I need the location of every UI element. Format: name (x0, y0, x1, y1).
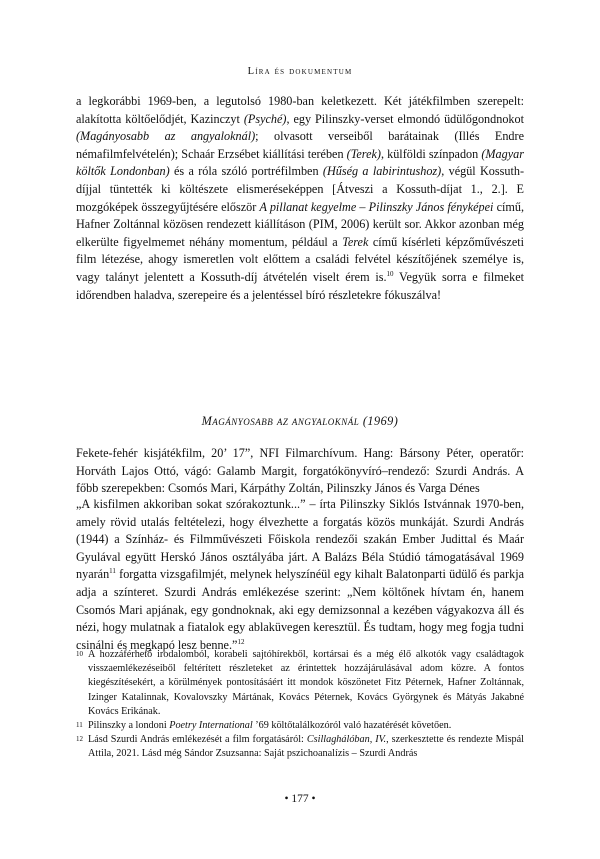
footnote-text (88, 733, 524, 761)
text-run: forgatta vizsgafilmjét, melynek helyszínéül egy kihalt Balatonparti üdülő és parkja adja a színteret. Szurdi András emlékezése szerint: „Nem költőnek hívtam én, hanem Csomós Mari apjának, egy gondnoknak, aki egy demizsonnal a kezében vágyakozva áll és nézi, hogy mulatnak a fiatalok egy ablaküvegen keresztül. És tudtam, hogy meg fogja tudni csinálni és megkapó lesz benne.” (76, 567, 524, 652)
text-run: „A kisfilmen akkoriban sokat szórakoztunk...” – írta Pilinszky Siklós Istvánnak 1970-ben, amely rövid utalás feltételezi, hogy élvezhette a forgatás közös munkáját. Szurdi András (1944) a Színház- és Filmművészeti Főiskola rendezői szakán Ember Judittal és Maár Gyulával együtt Herskó János osztályába járt. A Balázs Béla Stúdió támogatásával 1969 nyarán (76, 497, 524, 582)
text-run: , szerkesztette és rendezte Mispál Attila, 2021. Lásd még Sándor Zsuzsanna: Saját pszichoanalízis – Szurdi András (88, 734, 524, 760)
footnote-text (88, 719, 524, 733)
text-run: ’69 költőtalálkozóról való hazatérését követően. (252, 720, 452, 732)
film-credits (76, 445, 524, 498)
running-head: Líra és dokumentum (247, 66, 353, 77)
intro-paragraph (76, 93, 524, 304)
footnote (76, 733, 524, 761)
text-run: A hozzáférhető irodalomból, korabeli sajtóhírekből, kortársai és a még élő alkotók vagy családtagok visszaemlékezéseiből feltérített részleteket az érintettek hozzájárulásával adom közre. A fontos kiegészítésekért, a körülmények pontosításáért itt mondok köszönetet Fitz Péternek, Hafner Zoltánnak, Izinger Katalinnak, Kovalovszky Mártának, Kovács Péternek, Kovács Györgynek és Mátyás Jakabné Kovács Erikának. (88, 649, 524, 717)
film-title: (Psyché) (243, 111, 287, 126)
exhibition-title: A pillanat kegyelme – Pilinszky János fényképei (259, 199, 494, 214)
text-run: ; olvasott verseiből barátainak (Illés Endre némafilmfelvételén); Schaár Erzsébet kiállítási terében (76, 129, 524, 161)
text-run: a legkorábbi 1969-ben, a legutolsó 1980-ban keletkezett. Két játékfilmben szerepelt: alakította költőelődjét, Kazinczyt (76, 94, 524, 126)
film-title: (Magyar költők Londonban) (76, 146, 524, 179)
main-paragraph (76, 496, 524, 654)
footnote (76, 719, 524, 733)
section-year: (1969) (362, 414, 399, 428)
section-title: Magányosabb az angyaloknál (201, 414, 360, 428)
footnote-number: 11 (76, 721, 83, 730)
footnote-ref[interactable]: 11 (109, 567, 116, 576)
text-run: , végül Kossuth-díjjal tüntették ki költészete elismeréseképpen [Átveszi a Kossuth-díjat 1., 2.]. E mozgóképek összegyűjtésére először (76, 164, 525, 214)
footnote-text (88, 648, 524, 719)
text-run: című kísérleti képzőművészeti film létezése, ahogy ismeretlen volt előttem a családi felvétel készítőjének személye is, vagy talányt jelentett a Kossuth-díj átvételén viselt érem is. (76, 234, 524, 284)
footnote-number: 10 (76, 650, 83, 658)
footnote-ref[interactable]: 10 (386, 269, 394, 278)
footnote-number: 12 (76, 735, 83, 744)
event-title: Poetry International (169, 720, 253, 732)
footnotes (76, 648, 524, 762)
film-title: (Magányosabb az angyaloknál) (76, 129, 256, 144)
film-title: (Hűség a labirintushoz) (322, 164, 442, 179)
credits-text: Fekete-fehér kisjátékfilm, 20’ 17”, NFI Filmarchívum. Hang: Bársony Péter, operatőr: Horváth Lajos Ottó, vágó: Galamb Margit, forgatókönyvíró–rendező: Szurdi András. A főbb szerepekben: Csomós Mari, Kárpáthy Zoltán, Pilinszky János és Varga Dénes (76, 446, 524, 496)
text-run: , egy Pilinszky-verset elmondó üdülőgondnokot (286, 111, 524, 126)
text-run: és a róla szóló portréfilmben (169, 164, 323, 179)
text-run: című, Hafner Zoltánnal közösen rendezett kiállításon (PIM, 2006) került sor. Akkor azonban még elkerülte figyelmemet néhány momentum, például a (76, 199, 524, 249)
text-run: Pilinszky a londoni (88, 720, 170, 732)
text-run: Vegyük sorra e filmeket időrendben haladva, szerepeire és a jelentéssel bíró részletekre fókuszálva! (76, 269, 524, 302)
section-heading (0, 414, 600, 429)
footnote (76, 648, 524, 719)
text-run: Lásd Szurdi András emlékezését a film forgatásáról: (88, 734, 307, 746)
film-title: Csillaghálóban, IV. (306, 734, 387, 746)
text-run: , külföldi színpadon (380, 146, 482, 161)
footnote-ref[interactable]: 12 (237, 637, 245, 646)
film-title: Terek (342, 234, 369, 249)
page-number: • 177 • (284, 793, 316, 805)
film-title: (Terek) (346, 146, 381, 161)
